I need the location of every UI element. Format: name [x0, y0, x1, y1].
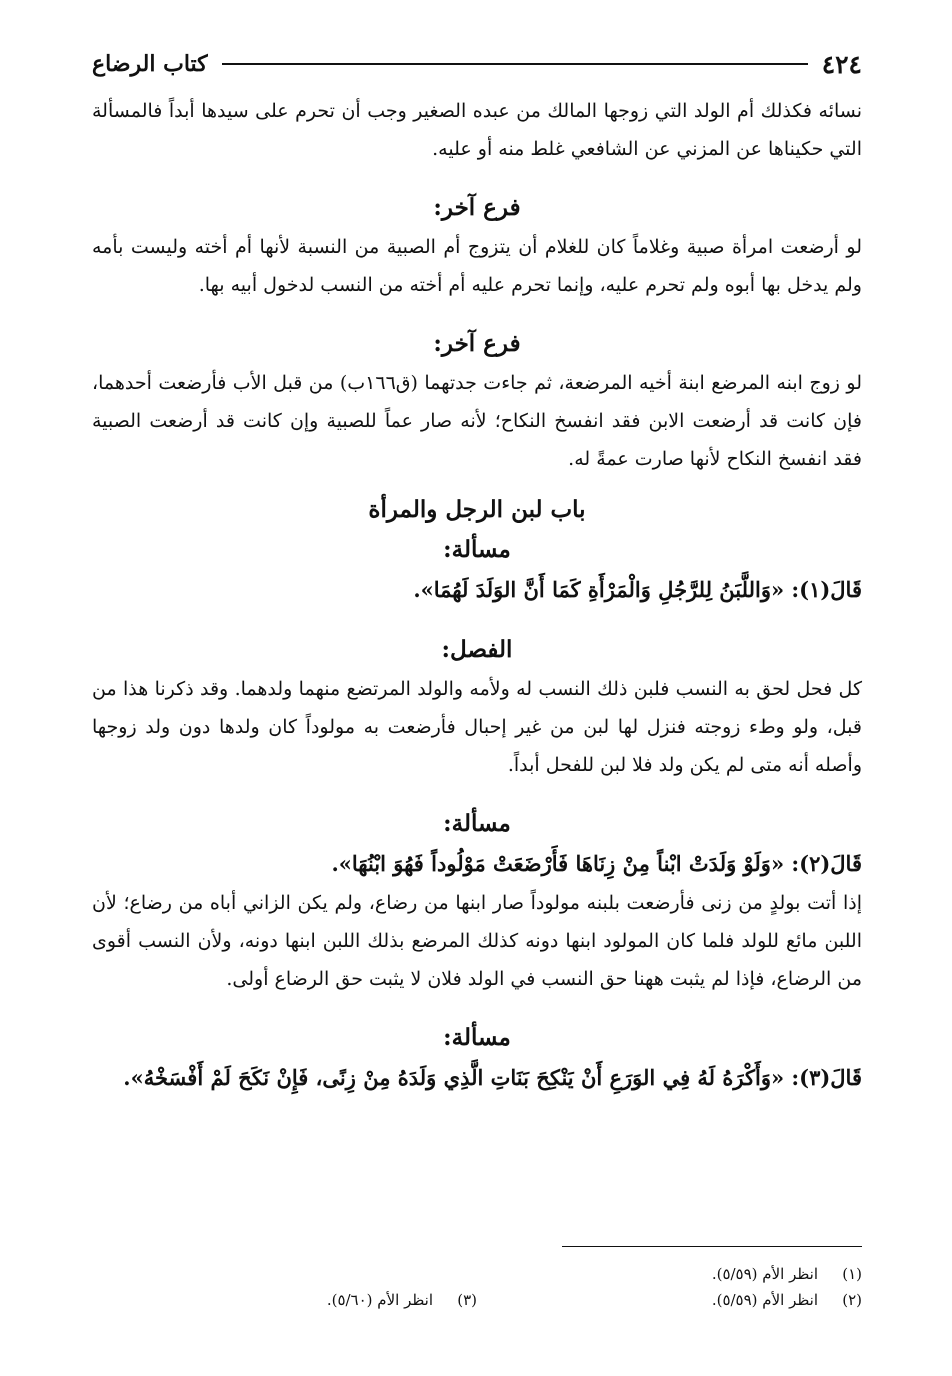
footnote-row [92, 1261, 862, 1287]
section-heading-5: مسألة: [443, 810, 511, 837]
footnote-2 [477, 1287, 862, 1313]
page-body [92, 92, 862, 1098]
page-header [92, 44, 862, 84]
paragraph-3: لو زوج ابنه المرضع ابنة أخيه المرضعة، ثم جاءت جدتهما (ق١٦٦ب) من قبل الأب فأرضعت أحدهما، فإن كانت قد أرضعت الابن فقد انفسخ النكاح؛ لأنه صار عماً للصبية وإن كانت قد أرضعت الصبية فقد انفسخ النكاح لأنها صارت عمةً له. [92, 372, 862, 470]
section-heading-6: مسألة: [443, 1024, 511, 1051]
section-heading-4: الفصل: [441, 636, 513, 663]
quote-1: قَالَ(١): «وَاللَّبَنُ لِلرَّجُلِ وَالْمَرْأَةِ كَمَا أَنَّ الوَلَدَ لَهُمَا». [413, 577, 862, 602]
section-heading-2: فرع آخر: [433, 330, 521, 357]
footnote-1 [477, 1261, 862, 1287]
header-rule [222, 63, 808, 65]
section-heading-3: مسألة: [443, 536, 511, 563]
book-title: كتاب الرضاع [92, 51, 208, 77]
footnotes [92, 1246, 862, 1313]
footnote-text: انظر الأم (٥/٥٩). [711, 1265, 818, 1283]
footnote-rule [562, 1246, 862, 1247]
footnote-text: انظر الأم (٥/٥٩). [711, 1291, 818, 1309]
footnote-number: (٢) [842, 1291, 862, 1309]
paragraph-2: لو أرضعت امرأة صبية وغلاماً كان للغلام أن يتزوج أم الصبية من النسبة لأنها أم أخته وليست بأمه ولم يدخل بها أبوه ولم تحرم عليه، وإنما تحرم عليه أم أخته من النسب لدخول أبيه بها. [92, 236, 862, 296]
footnote-number: (٣) [457, 1291, 477, 1309]
footnote-row [92, 1287, 862, 1313]
chapter-title: باب لبن الرجل والمرأة [368, 496, 586, 523]
paragraph-5: إذا أتت بولدٍ من زنى فأرضعت بلبنه مولوداً صار ابنها من رضاع، ولم يكن الزاني أباه من رضاع؛ لأن اللبن مائع للولد فلما كان المولود ابنها دونه كذلك المرضع بذلك اللبن ابنها دونه، ولأن النسب أقوى من الرضاع، فإذا لم يثبت ههنا حق النسب في الولد فلان لا يثبت حق الرضاع أولى. [92, 892, 862, 990]
quote-2: قَالَ(٢): «وَلَوْ وَلَدَتْ ابْناً مِنْ زِنَاهَا فَأَرْضَعَتْ مَوْلُوداً فَهُوَ ابْنُهَا». [331, 851, 862, 876]
footnote-3 [92, 1287, 477, 1313]
paragraph-1: نسائه فكذلك أم الولد التي زوجها المالك من عبده الصغير وجب أن تحرم على سيدها أبداً فالمسألة التي حكيناها عن المزني عن الشافعي غلط منه أو عليه. [92, 100, 862, 160]
footnote-text: انظر الأم (٥/٦٠). [326, 1291, 433, 1309]
section-heading-1: فرع آخر: [433, 194, 521, 221]
footnote-number: (١) [842, 1265, 862, 1283]
quote-3: قَالَ(٣): «وَأَكْرَهُ لَهُ فِي الوَرَعِ أَنْ يَنْكِحَ بَنَاتِ الَّذِي وَلَدَهُ مِنْ زِنًى، فَإِنْ نَكَحَ لَمْ أَفْسَخْهُ». [123, 1065, 862, 1090]
page-number: ٤٢٤ [821, 49, 862, 79]
paragraph-4: كل فحل لحق به النسب فلبن ذلك النسب له ولأمه والولد المرتضع منهما ولدهما. وقد ذكرنا هذا من قبل، ولو وطء زوجته فنزل لها لبن من غير إحبال فأرضعت به مولوداً كان ولدها دون ولد زوجها وأصله أنه متى لم يكن ولد فلا لبن للفحل أبداً. [92, 678, 862, 776]
